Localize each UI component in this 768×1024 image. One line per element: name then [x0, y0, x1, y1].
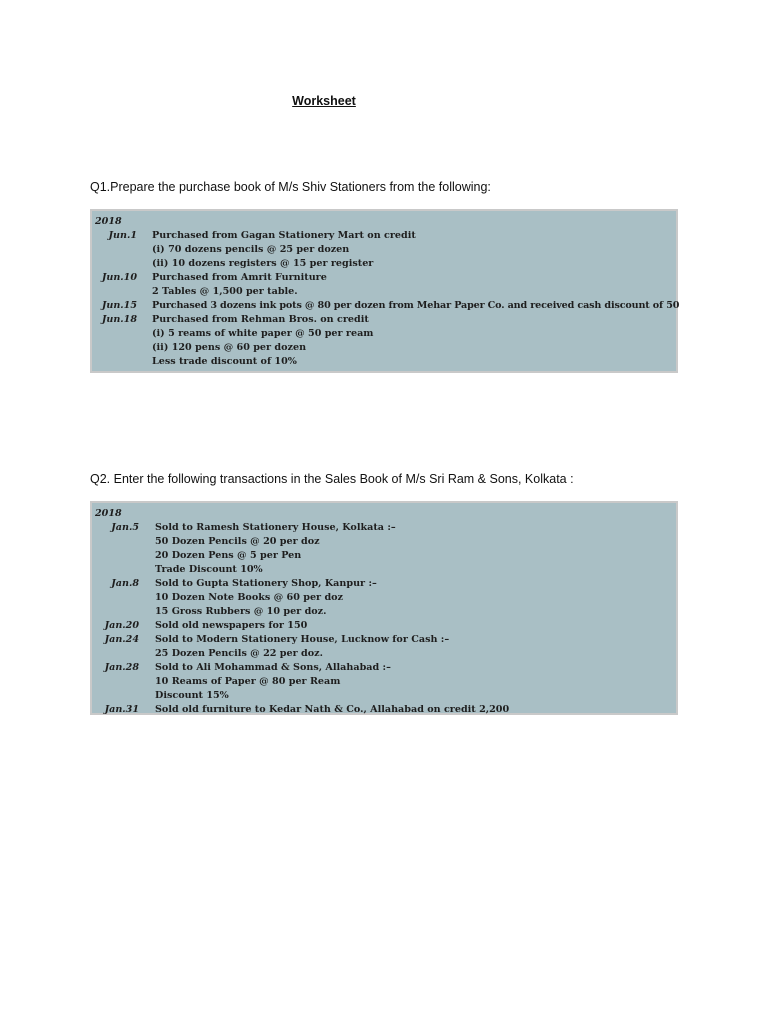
transaction-row	[92, 591, 676, 605]
transaction-text: 15 Gross Rubbers @ 10 per doz.	[155, 606, 327, 617]
transaction-date: Jan.5	[111, 522, 139, 533]
year-label: 2018	[95, 508, 122, 519]
transaction-date: Jun.10	[101, 272, 137, 283]
transaction-row	[92, 577, 676, 591]
transaction-row	[92, 661, 676, 675]
transaction-text: 10 Dozen Note Books @ 60 per doz	[155, 592, 344, 603]
transaction-row	[92, 327, 676, 341]
transaction-text: (ii) 10 dozens registers @ 15 per register	[152, 258, 374, 269]
transaction-row	[92, 535, 676, 549]
transaction-row	[92, 521, 676, 535]
transaction-text: 2 Tables @ 1,500 per table.	[152, 286, 298, 297]
transaction-row	[92, 285, 676, 299]
transaction-date	[92, 647, 139, 661]
transaction-row	[92, 605, 676, 619]
transaction-row	[92, 271, 676, 285]
transaction-text: Less trade discount of 10%	[152, 356, 297, 367]
transaction-row	[92, 633, 676, 647]
transaction-row	[92, 341, 676, 355]
transaction-text: Sold to Ali Mohammad & Sons, Allahabad :–	[155, 662, 391, 673]
transaction-date: Jun.15	[101, 300, 137, 311]
transaction-row	[92, 563, 676, 577]
worksheet-title: Worksheet	[292, 94, 356, 108]
transaction-date	[92, 675, 139, 689]
transaction-text: Trade Discount 10%	[155, 564, 263, 575]
transaction-text: 10 Reams of Paper @ 80 per Ream	[155, 676, 341, 687]
transaction-row	[92, 647, 676, 661]
transaction-row	[92, 675, 676, 689]
transaction-date	[92, 243, 137, 257]
transaction-row	[92, 229, 676, 243]
transaction-text: Sold to Modern Stationery House, Lucknow for Cash :–	[155, 634, 450, 645]
transaction-date: Jan.31	[104, 704, 139, 715]
transaction-text: Sold old furniture to Kedar Nath & Co., Allahabad on credit 2,200	[155, 704, 510, 715]
transaction-row	[92, 619, 676, 633]
transaction-text: Discount 15%	[155, 690, 229, 701]
transaction-date	[92, 341, 137, 355]
transaction-text: 50 Dozen Pencils @ 20 per doz	[155, 536, 320, 547]
transaction-text: Purchased from Rehman Bros. on credit	[152, 314, 369, 325]
transaction-row	[92, 355, 676, 369]
transaction-row	[92, 299, 680, 313]
transaction-text: Sold to Gupta Stationery Shop, Kanpur :–	[155, 578, 377, 589]
year-label: 2018	[95, 216, 122, 227]
transaction-text: 20 Dozen Pens @ 5 per Pen	[155, 550, 302, 561]
transaction-date: Jan.8	[111, 578, 139, 589]
transaction-date	[92, 689, 139, 703]
transaction-text: (i) 5 reams of white paper @ 50 per ream	[152, 328, 374, 339]
year-row	[92, 507, 676, 521]
transaction-text: 25 Dozen Pencils @ 22 per doz.	[155, 648, 323, 659]
year-row	[92, 215, 676, 229]
transaction-text: Purchased from Amrit Furniture	[152, 272, 327, 283]
transaction-date	[92, 355, 137, 369]
transaction-row	[92, 313, 676, 327]
question-1-prompt: Q1.Prepare the purchase book of M/s Shiv Stationers from the following:	[90, 180, 491, 194]
transaction-text: Sold old newspapers for 150	[155, 620, 308, 631]
transaction-date	[92, 327, 137, 341]
transaction-date	[92, 549, 139, 563]
transaction-date	[92, 285, 137, 299]
transaction-row	[92, 243, 676, 257]
transaction-row	[92, 257, 676, 271]
purchase-transactions-box	[90, 209, 678, 373]
transaction-date: Jan.28	[104, 662, 139, 673]
sales-transactions-box	[90, 501, 678, 715]
transaction-date: Jan.20	[104, 620, 139, 631]
transaction-date	[92, 591, 139, 605]
transaction-date	[92, 257, 137, 271]
transaction-text: (ii) 120 pens @ 60 per dozen	[152, 342, 307, 353]
transaction-date: Jun.1	[108, 230, 137, 241]
transaction-row	[92, 703, 676, 717]
transaction-text: (i) 70 dozens pencils @ 25 per dozen	[152, 244, 350, 255]
transaction-date: Jun.18	[101, 314, 137, 325]
transaction-text: Purchased from Gagan Stationery Mart on credit	[152, 230, 416, 241]
transaction-row	[92, 549, 676, 563]
transaction-row	[92, 689, 676, 703]
transaction-text: Purchased 3 dozens ink pots @ 80 per dozen from Mehar Paper Co. and received cash discount of 50	[152, 300, 680, 311]
transaction-date	[92, 535, 139, 549]
question-2-prompt: Q2. Enter the following transactions in the Sales Book of M/s Sri Ram & Sons, Kolkata :	[90, 472, 574, 486]
transaction-date	[92, 605, 139, 619]
transaction-text: Sold to Ramesh Stationery House, Kolkata :–	[155, 522, 396, 533]
transaction-date	[92, 563, 139, 577]
transaction-date: Jan.24	[104, 634, 139, 645]
